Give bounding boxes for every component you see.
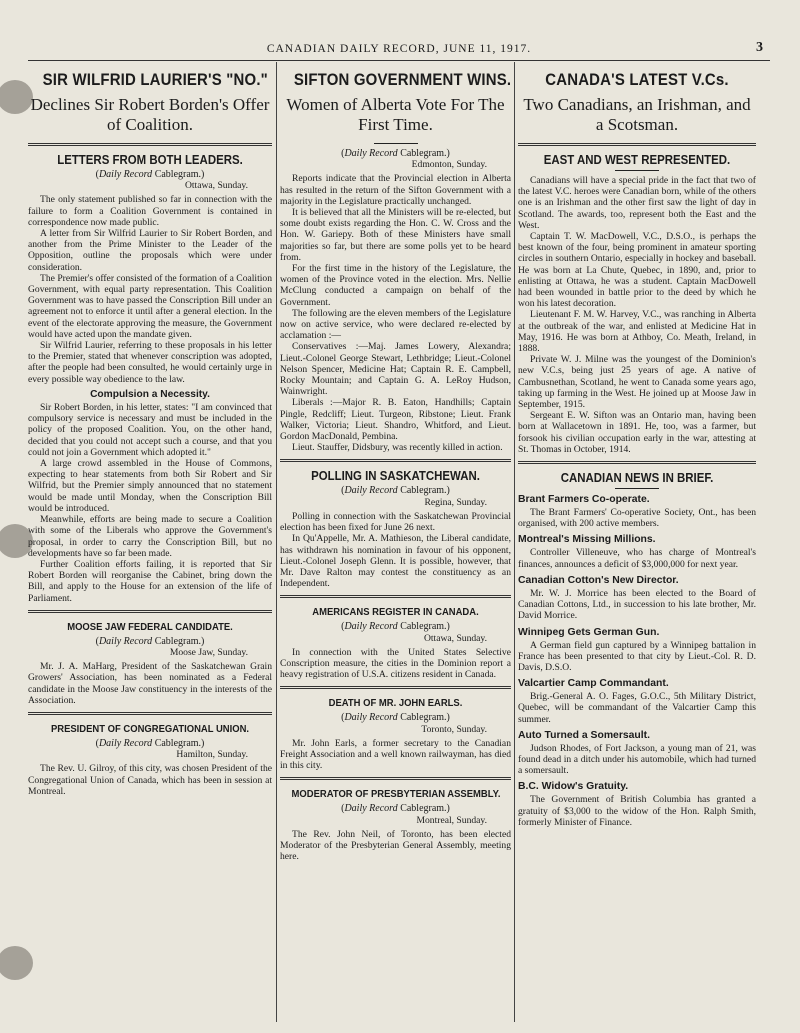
article-paragraph: Mr. John Earls, a former secretary to the Canadian Freight Association and a well known railwayman, has died in this city. — [280, 737, 511, 772]
article-paragraph: Reports indicate that the Provincial election in Alberta has resulted in the return of the Sifton Government with a majority in the Legislature practically unchanged. — [280, 173, 511, 207]
article-paragraph: In Qu'Appelle, Mr. A. Mathieson, the Liberal candidate, has withdrawn his nomination in favour of his opponent, Lieut.-Colonel Joseph Glenn. It is possible, however, that Mr. Dave Ralton may contest the constituency as an Independent. — [280, 533, 511, 590]
article-paragraph: Liberals :—Major R. B. Eaton, Handhills; Captain Pingle, Redcliff; Lieut. Turgeon, Ribstone; Lieut. Frank Walker, Victoria; Lieut. Shandro, Whitford, and Lieut. Gordon MacDonald, Pembina. — [280, 397, 511, 443]
credit-line: (Daily Record Cablegram.) — [341, 803, 450, 815]
article-paragraph: The Rev. John Neil, of Toronto, has been elected Moderator of the Presbyterian General Assembly, meeting here. — [280, 828, 511, 863]
credit-line: (Daily Record Cablegram.) — [341, 712, 450, 724]
page-header — [28, 40, 770, 61]
divider — [280, 459, 511, 462]
page-number: 3 — [756, 40, 764, 55]
brief-text: Mr. W. J. Morrice has been elected to the Board of Canadian Cottons, Ltd., in succession to his late brother, Mr. David Morrice. — [518, 587, 756, 622]
brief-title: Canadian Cotton's New Director. — [518, 574, 679, 586]
article-paragraph: In connection with the United States Selective Conscription measure, the cities in the Dominion report a heavy registration of U.S.A. citizens resident in Canada. — [280, 646, 511, 681]
article-paragraph: Lieutenant F. M. W. Harvey, V.C., was ranching in Alberta at the outbreak of the war, and enlisted at Medicine Hat in May, 1916. He was born at Athboy, Co. Meath, Ireland, in 1888. — [518, 309, 756, 355]
brief-title: Valcartier Camp Commandant. — [518, 678, 669, 690]
article-paragraph: It is believed that all the Ministers will be re-elected, but some doubt exists regarding the Hon. C. W. Cross and the Hon. W. Gariepy. Both of these Ministers have small majorities so far, but there are some polls yet to be heard from. — [280, 207, 511, 263]
masthead-line: CANADIAN DAILY RECORD, JUNE 11, 1917. — [266, 43, 532, 55]
article-paragraph: The only statement published so far in connection with the failure to form a Coalition Government is contained in correspondence now made public. — [28, 194, 272, 228]
divider — [280, 595, 511, 598]
divider — [28, 143, 272, 146]
moderator-heading: MODERATOR OF PRESBYTERIAN ASSEMBLY. — [291, 788, 501, 801]
divider — [280, 777, 511, 780]
article-paragraph: Private W. J. Milne was the youngest of the Dominion's new V.C.s, being just 25 years of age. A native of Cambusnethan, Scotland, he went to Canada some years ago, taking up farming in the West. He joined up at Moose Jaw in September, 1915. — [518, 354, 756, 411]
dateline: Moose Jaw, Sunday. — [169, 646, 248, 658]
laurier-subheadline: Declines Sir Robert Borden's Offer of Coalition. — [30, 95, 270, 134]
short-rule — [374, 143, 418, 144]
earls-heading: DEATH OF MR. JOHN EARLS. — [328, 697, 463, 710]
credit-line: (Daily Record Cablegram.) — [95, 169, 205, 180]
brief-text: The Brant Farmers' Co-operative Society, Ont., has been organised, with 200 active members. — [518, 507, 756, 530]
vc-subheadline: Two Canadians, an Irishman, and a Scotsman. — [523, 95, 751, 134]
brief-text: Controller Villeneuve, who has charge of Montreal's finances, announces a deficit of $3,000,000 for next year. — [518, 547, 756, 570]
article-paragraph: Captain T. W. MacDowell, V.C., D.S.O., is perhaps the best known of the four, being prominent in amateur sporting circles in southern Ontario, especially in hockey and baseball. He was born at La Chute, Quebec, in 1890, and, prior to enlisting at Ottawa, he was a student. Captain MacDowell had been wounded in battle prior to the deed by which he won his latest decoration. — [518, 231, 756, 310]
east-west-heading: EAST AND WEST REPRESENTED. — [543, 152, 731, 167]
brief-text: A German field gun captured by a Winnipeg battalion in France has been presented to that city by Lieut.-Col. R. D. Davis, D.S.O. — [518, 639, 756, 673]
laurier-headline: SIR WILFRID LAURIER'S "NO." — [42, 70, 268, 89]
article-paragraph: The Premier's offer consisted of the formation of a Coalition Government, with equal party representation. This Coalition Government was to have passed the Conscription Bill under an agreement not to enforce it until after a general election. In the event of the electorate approving the measure, the Government would have acted upon the mandate given. — [28, 272, 272, 340]
dateline: Montreal, Sunday. — [416, 814, 487, 826]
article-paragraph: Lieut. Stauffer, Didsbury, was recently killed in action. — [292, 442, 503, 454]
brief-text: Brig.-General A. O. Fages, G.O.C., 5th Military District, Quebec, will be commandant of the Valcartier Camp this summer. — [518, 691, 756, 725]
brief-title: Montreal's Missing Millions. — [518, 534, 656, 546]
brief-text: Judson Rhodes, of Fort Jackson, a young man of 21, was found dead in a ditch under his automobile, which had turned a somersault. — [518, 742, 756, 777]
credit-line: (Daily Record Cablegram.) — [341, 485, 450, 497]
column-1 — [28, 66, 272, 1026]
vc-headline: CANADA'S LATEST V.Cs. — [545, 70, 729, 89]
article-paragraph: Meanwhile, efforts are being made to secure a Coalition with some of the Liberals who approve the Government's proposal, in order to carry the Conscription Bill, but no developments have so far been made. — [28, 514, 272, 559]
polling-heading: POLLING IN SASKATCHEWAN. — [311, 468, 480, 484]
article-paragraph: A large crowd assembled in the House of Commons, expecting to hear statements from both Sir Robert and Sir Wilfrid, but the Premier simply announced that no statement would be made until Monday, when the Conscription Bill would be introduced. — [28, 458, 272, 514]
article-paragraph: Sergeant E. W. Sifton was an Ontario man, having been born at Wallacetown in 1891. He, too, was a farmer, but forsook his civilian occupation early in the war, attesting at St. Thomas in October, 1914. — [518, 410, 756, 455]
article-paragraph: The following are the eleven members of the Legislature now on active service, who were declared re-elected by acclamation :— — [280, 307, 511, 342]
credit-line: (Daily Record Cablegram.) — [95, 737, 205, 749]
letters-heading: LETTERS FROM BOTH LEADERS. — [57, 152, 243, 167]
divider — [518, 143, 756, 146]
dateline: Regina, Sunday. — [424, 496, 487, 508]
article-paragraph: Mr. J. A. MaHarg, President of the Saskatchewan Grain Growers' Association, has been nominated as a Federal candidate in the Moose Jaw constituency in the interests of the Association. — [28, 661, 272, 706]
credit-line: (Daily Record Cablegram.) — [341, 621, 450, 633]
article-paragraph: Canadians will have a special pride in the fact that two of the latest V.C. heroes were Canadian born, while of the others one is an Irishman and the other first saw the light of day in Scotland. The awards, too, represent both the East and the West. — [518, 175, 756, 231]
article-paragraph: Further Coalition efforts failing, it is reported that Sir Robert Borden will reorganise the Cabinet, bring down the Bill, and apply to the House for an extension of the life of Parliament. — [28, 558, 272, 604]
divider — [28, 712, 272, 715]
sifton-subheadline: Women of Alberta Vote For The First Time. — [286, 95, 505, 134]
dateline: Ottawa, Sunday. — [184, 180, 248, 192]
article-paragraph: A letter from Sir Wilfrid Laurier to Sir Robert Borden, and another from the Prime Minister to the Leader of the Opposition, outline the proposals which were under consideration. — [28, 228, 272, 273]
dateline: Hamilton, Sunday. — [176, 749, 248, 761]
brief-title: B.C. Widow's Gratuity. — [518, 781, 629, 793]
americans-heading: AMERICANS REGISTER IN CANADA. — [312, 606, 479, 619]
credit-line: (Daily Record Cablegram.) — [95, 635, 205, 647]
article-paragraph: The Rev. U. Gilroy, of this city, was chosen President of the Congregational Union of Canada, which has been in session at Montreal. — [28, 763, 272, 797]
compulsion-subheading: Compulsion a Necessity. — [90, 388, 210, 400]
article-paragraph: Conservatives :—Maj. James Lowery, Alexandra; Lieut.-Colonel George Stewart, Lethbridge; Lieut.-Colonel Nelson Spencer, Medicine Hat; Captain R. E. Campbell, Rocky Mountain; and Captain G. A. LeRoy Hudson, Wainwright. — [280, 341, 511, 398]
short-rule — [615, 488, 659, 489]
article-paragraph: Sir Wilfrid Laurier, referring to these proposals in his letter to the Premier, stated that whenever conscription was adopted, after the people had been consulted, he would certainly urge in every possible way obedience to the law. — [28, 340, 272, 385]
brief-text: The Government of British Columbia has granted a gratuity of $3,000 to the widow of the Hon. Ralph Smith, formerly Minister of Finance. — [518, 794, 756, 828]
news-in-brief-heading: CANADIAN NEWS IN BRIEF. — [560, 470, 714, 486]
brief-title: Auto Turned a Somersault. — [518, 729, 651, 741]
dateline: Ottawa, Sunday. — [423, 632, 487, 644]
dateline: Edmonton, Sunday. — [411, 159, 487, 171]
column-3 — [518, 66, 756, 1026]
column-rule — [276, 62, 277, 1022]
sifton-headline: SIFTON GOVERNMENT WINS. — [293, 70, 511, 89]
brief-title: Winnipeg Gets German Gun. — [518, 626, 660, 638]
divider — [28, 610, 272, 613]
moose-jaw-heading: MOOSE JAW FEDERAL CANDIDATE. — [67, 620, 233, 633]
dateline: Toronto, Sunday. — [421, 723, 487, 735]
credit-line: (Daily Record Cablegram.) — [341, 148, 450, 159]
article-paragraph: For the first time in the history of the Legislature, the women of the Province voted in the election. Mrs. Nellie McClung conducted a campaign on behalf of the Government. — [280, 263, 511, 308]
article-paragraph: Polling in connection with the Saskatchewan Provincial election has been fixed for June 26 next. — [280, 510, 511, 534]
article-paragraph: Sir Robert Borden, in his letter, states: "I am convinced that compulsory service is necessary and must be included in the policy of the proposed Coalition. You, on the other hand, decided that you could not accept such a course, and that you could not join a Government which adopted it." — [28, 402, 272, 458]
column-rule — [514, 62, 515, 1022]
divider — [518, 461, 756, 464]
brief-title: Brant Farmers Co-operate. — [518, 494, 650, 506]
congregational-heading: PRESIDENT OF CONGREGATIONAL UNION. — [50, 722, 250, 735]
column-2 — [280, 66, 511, 1026]
divider — [280, 686, 511, 689]
short-rule — [615, 170, 659, 171]
